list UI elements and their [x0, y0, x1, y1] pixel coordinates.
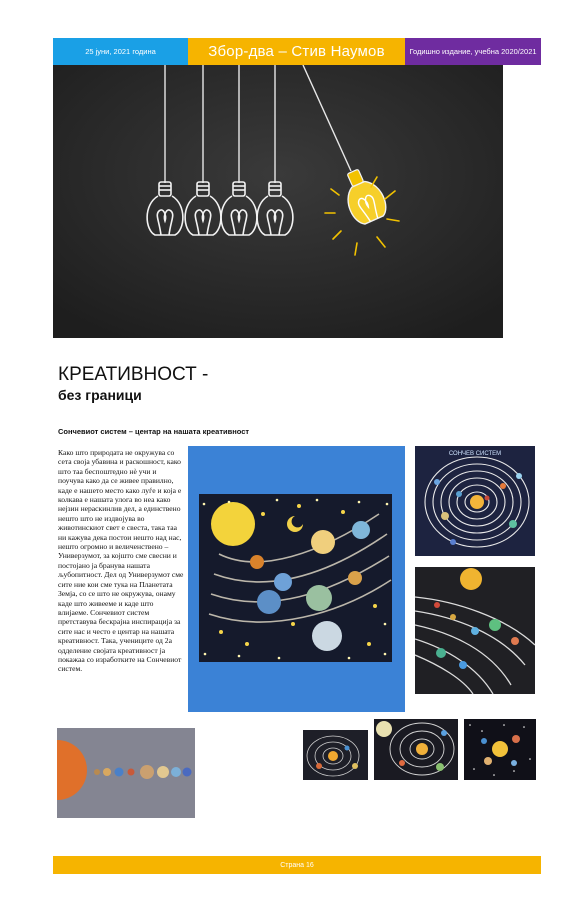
solar-system-orbits-photo	[415, 446, 535, 556]
header-title: Збор-два – Стив Наумов	[188, 38, 405, 65]
solar-system-board-photo	[199, 494, 392, 662]
small-photo-2	[374, 719, 458, 780]
header-edition: Годишно издание, учебна 2020/2021	[405, 38, 541, 65]
solar-system-chalk-photo	[415, 567, 535, 694]
page-header	[53, 38, 541, 65]
article-body: Како што природата не окружува со сета своја убавина и раскошност, како што таа беспоштедно нѐ учи и поучува како да се живее правилно, каде е нашето место како луѓе и која е колкава е нашата улога во неа како нејзин нераскинлив дел, а единствено нешто што не издвојува во животинскиот свет е свеста, така таа ни кажува дека постои нешто над нас, нешто огромно и величенствено – Универзумот, за којшто сме свесни и постојано ја бранува нашата љубопитност. Дел од Универзумот сме сите ние кои сме тука на Планетата Земја, со се што не окружува, онаму каде што живееме и каде што влијаеме. Сончевиот систем претставува бескрајна инспирација за сите нас и често е центар на нашата креативност. Така, учениците од 2а одделение својата креативност ја покажаа со изработките на Сончевиот систем.	[58, 448, 184, 674]
hero-lightbulbs-image	[53, 65, 503, 338]
planets-row-photo	[57, 728, 195, 818]
article-subheading: Сончевиот систем – центар на нашата креативност	[58, 427, 250, 436]
header-date: 25 јуни, 2021 година	[53, 38, 188, 65]
article-title: КРЕАТИВНОСТ -	[58, 364, 209, 385]
photo-caption-text: СОНЧЕВ СИСТЕМ	[448, 451, 502, 457]
small-photo-1	[303, 730, 368, 780]
page-footer: Страна 16	[53, 856, 541, 874]
article-subtitle: без граници	[58, 387, 142, 403]
small-photo-3	[464, 719, 536, 780]
